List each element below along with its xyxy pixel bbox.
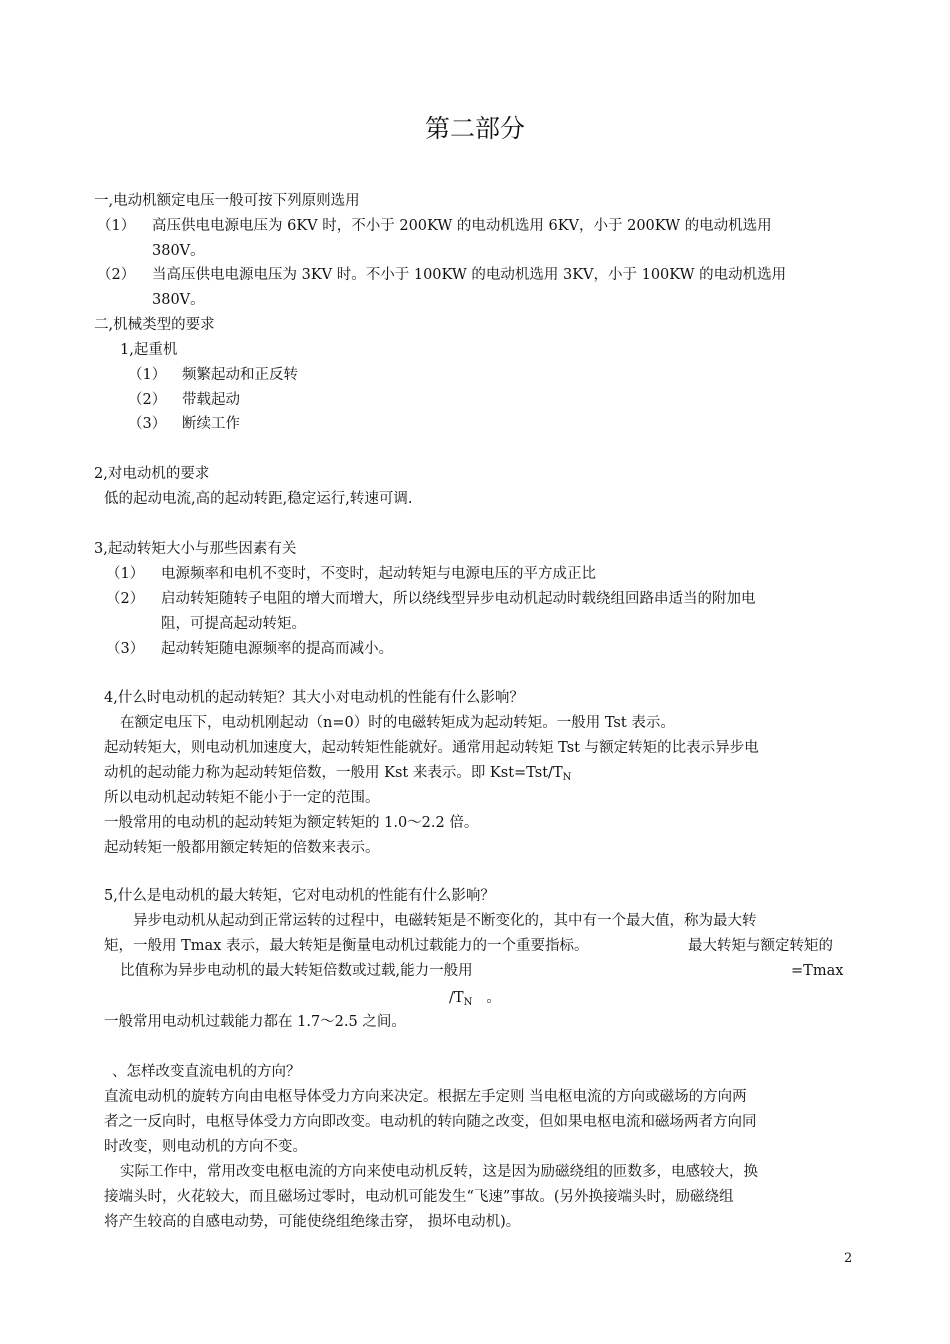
section-2-item-1-number: （1）: [128, 367, 167, 383]
section-1-item-2-number: （2）: [97, 267, 136, 283]
section-6-paragraph-1-line-2a: 矩，一般用 Tmax 表示，最大转矩是衡量电动机过载能力的一个重要指标。: [104, 938, 589, 954]
section-4-item-2-line-2: 阻，可提高起动转矩。: [161, 616, 306, 632]
kst-formula-text: 动机的起动能力称为起动转矩倍数，一般用 Kst 来表示。即 Kst=Tst/T: [104, 765, 563, 781]
section-4-heading: 3,起动转矩大小与那些因素有关: [94, 541, 297, 557]
section-2-item-3: 断续工作: [182, 416, 240, 432]
section-4-item-2-number: （2）: [106, 591, 145, 607]
section-2-item-3-number: （3）: [128, 416, 167, 432]
section-7-paragraph-2-line-2: 接端头时，火花较大，而且磁场过零时，电动机可能发生“飞速”事故。(另外换接端头时，励磁绕组: [104, 1189, 734, 1205]
section-6-paragraph-1-line-3a: 比值称为异步电动机的最大转矩倍数或过载,能力一般用: [120, 963, 473, 979]
section-4-item-3-number: （3）: [106, 641, 145, 657]
section-5-heading: 4,什么时电动机的起动转矩？其大小对电动机的性能有什么影响？: [104, 690, 524, 706]
section-4-item-1: 电源频率和电机不变时，不变时，起动转矩与电源电压的平方成正比: [161, 566, 596, 582]
section-2-item-1: 频繁起动和正反转: [182, 367, 298, 383]
section-7-paragraph-2-line-1: 实际工作中，常用改变电枢电流的方向来使电动机反转，这是因为励磁绕组的匝数多，电感较大，换: [120, 1164, 758, 1180]
section-2-subheading: 1,起重机: [120, 342, 178, 358]
section-7-paragraph-1-line-3: 时改变，则电动机的方向不变。: [104, 1139, 307, 1155]
section-6-paragraph-1-line-4: [449, 988, 501, 1008]
section-7-paragraph-1-line-1: 直流电动机的旋转方向由电枢导体受力方向来决定。根据左手定则 当电枢电流的方向或磁场的方向两: [104, 1089, 747, 1105]
section-1-item-1-line-2: 380V。: [152, 243, 205, 259]
section-5-paragraph-3: 所以电动机起动转矩不能小于一定的范围。: [104, 790, 380, 806]
section-7-paragraph-2-line-3: 将产生较高的自感电动势，可能使绕组绝缘击穿， 损坏电动机)。: [104, 1214, 521, 1230]
section-6-heading: 5,什么是电动机的最大转矩，它对电动机的性能有什么影响？: [104, 888, 495, 904]
section-5-paragraph-2-line-2: [104, 763, 571, 783]
section-2-item-2-number: （2）: [128, 392, 167, 408]
section-6-paragraph-1-line-3b: =Tmax: [791, 963, 844, 979]
tn-subscript: N: [463, 997, 473, 1008]
section-2-heading: 二,机械类型的要求: [94, 317, 215, 333]
section-4-item-1-number: （1）: [106, 566, 145, 582]
section-5-paragraph-2-line-1: 起动转矩大，则电动机加速度大，起动转矩性能就好。通常用起动转矩 Tst 与额定转矩的比表示异步电: [104, 740, 759, 756]
section-3-text: 低的起动电流,高的起动转距,稳定运行,转速可调.: [104, 491, 413, 507]
section-2-item-2: 带载起动: [182, 392, 240, 408]
section-3-heading: 2,对电动机的要求: [94, 466, 210, 482]
section-6-paragraph-1-line-1: 异步电动机从起动到正常运转的过程中，电磁转矩是不断变化的，其中有一个最大值，称为最大转: [133, 913, 757, 929]
section-6-paragraph-1-line-2b: 最大转矩与额定转矩的: [688, 938, 833, 954]
section-7-paragraph-1-line-2: 者之一反向时，电枢导体受力方向即改变。电动机的转向随之改变，但如果电枢电流和磁场两者方向同: [104, 1114, 757, 1130]
section-7-heading: 、怎样改变直流电机的方向？: [112, 1064, 301, 1080]
section-1-item-2-line-2: 380V。: [152, 292, 205, 308]
section-6-paragraph-2: 一般常用电动机过载能力都在 1.7～2.5 之间。: [104, 1014, 406, 1030]
page-title: 第二部分: [424, 114, 525, 143]
tn-text: /T: [449, 990, 464, 1006]
section-1-item-1-number: （1）: [97, 218, 136, 234]
section-4-item-2-line-1: 启动转矩随转子电阻的增大而增大，所以绕线型异步电动机起动时载绕组回路串适当的附加电: [161, 591, 756, 607]
section-5-paragraph-4: 一般常用的电动机的起动转矩为额定转矩的 1.0～2.2 倍。: [104, 815, 479, 831]
section-1-heading: 一,电动机额定电压一般可按下列原则选用: [94, 193, 360, 209]
page-number: 2: [844, 1251, 853, 1266]
tn-period: 。: [486, 990, 501, 1006]
section-1-item-1-line-1: 高压供电电源电压为 6KV 时，不小于 200KW 的电动机选用 6KV，小于 200KW 的电动机选用: [152, 218, 772, 234]
section-5-paragraph-5: 起动转矩一般都用额定转矩的倍数来表示。: [104, 840, 380, 856]
section-4-item-3: 起动转矩随电源频率的提高而减小。: [161, 641, 393, 657]
section-5-paragraph-1: 在额定电压下，电动机刚起动（n=0）时的电磁转矩成为起动转矩。一般用 Tst 表示。: [120, 715, 675, 731]
section-1-item-2-line-1: 当高压供电电源电压为 3KV 时。不小于 100KW 的电动机选用 3KV，小于 100KW 的电动机选用: [152, 267, 787, 283]
kst-formula-subscript: N: [562, 772, 572, 783]
